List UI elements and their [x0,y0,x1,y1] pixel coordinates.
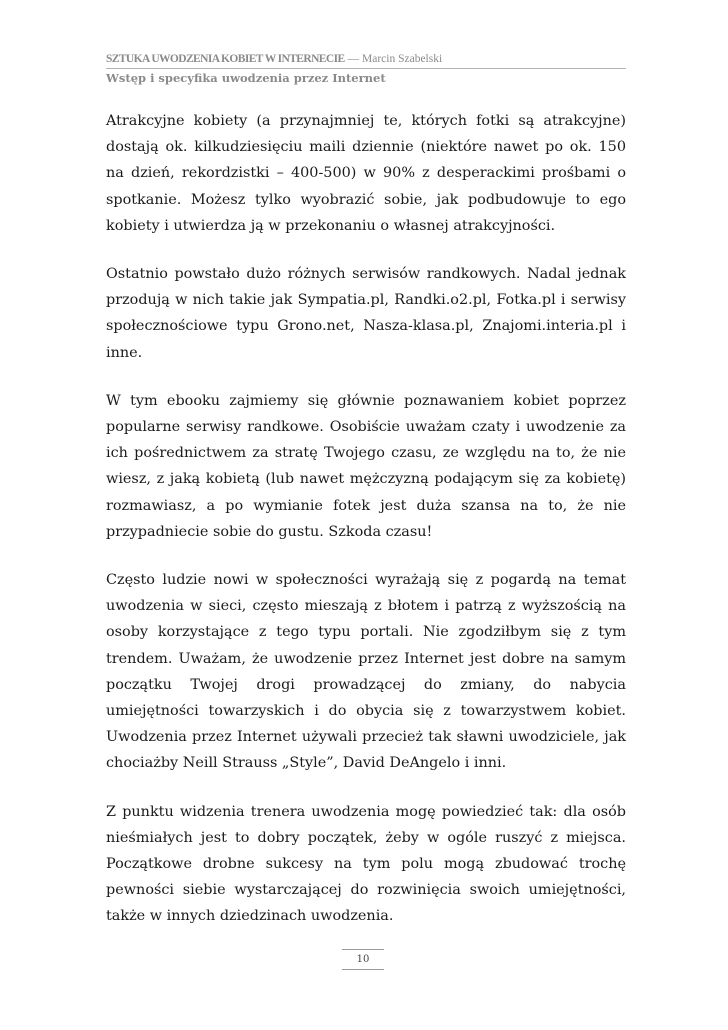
header-title-line [106,52,626,66]
author-name: Marcin Szabelski [362,53,443,65]
paragraph-4: Często ludzie nowi w społeczności wyrażają się z pogardą na temat uwodzenia w sieci, często mieszają z błotem i patrzą z wyższością na osoby korzystające z tego typu portali. Nie zgodziłbym się z tym trendem. Uważam, że uwodzenie przez Internet jest dobre na samym początku Twojej drogi prowadzącej do zmiany, do nabycia umiejętności towarzyskich i do obycia się z towarzystwem kobiet. Uwodzenia przez Internet używali przecież tak sławni uwodziciele, jak chociażby Neill Strauss „Style”, David DeAngelo i inni. [106,572,626,772]
header-separator: — [347,53,360,65]
paragraph-3: W tym ebooku zajmiemy się głównie poznawaniem kobiet poprzez popularne serwisy randkowe. Osobiście uważam czaty i uwodzenie za ich pośrednictwem za stratę Twojego czasu, ze względu na to, że nie wiesz, z jaką kobietą (lub nawet mężczyzną podającym się za kobietę) rozmawiasz, a po wymianie fotek jest duża szansa na to, że nie przypadniecie sobie do gustu. Szkoda czasu! [106,392,626,540]
paragraph-2: Ostatnio powstało dużo różnych serwisów randkowych. Nadal jednak przodują w nich takie jak Sympatia.pl, Randki.o2.pl, Fotka.pl i serwisy społecznościowe typu Grono.net, Nasza-klasa.pl, Znajomi.interia.pl i inne. [106,266,626,361]
chapter-title: Wstęp i specyfika uwodzenia przez Internet [106,71,386,85]
running-header [106,52,626,85]
book-title: SZTUKA UWODZENIA KOBIET W INTERNECIE [106,53,345,65]
paragraph-1: Atrakcyjne kobiety (a przynajmniej te, których fotki są atrakcyjne) dostają ok. kilkudziesięciu maili dziennie (niektóre nawet po ok. 150 na dzień, rekordzistki – 400-500) w 90% z desperackimi prośbami o spotkanie. Możesz tylko wyobrazić sobie, jak podbudowuje to ego kobiety i utwierdza ją w przekonaniu o własnej atrakcyjności. [106,113,626,234]
footer-divider-bottom [342,969,384,970]
page-footer [342,949,384,970]
page-body [106,108,626,952]
paragraph-5: Z punktu widzenia trenera uwodzenia mogę powiedzieć tak: dla osób nieśmiałych jest to dobry początek, żeby w ogóle ruszyć z miejsca. Początkowe drobne sukcesy na tym polu mogą zbudować trochę pewności siebie wystarczającej do rozwinięcia swoich umiejętności, także w innych dziedzinach uwodzenia. [106,803,626,925]
page-number: 10 [356,954,370,965]
footer-divider-top [342,949,384,950]
header-divider [106,68,626,69]
